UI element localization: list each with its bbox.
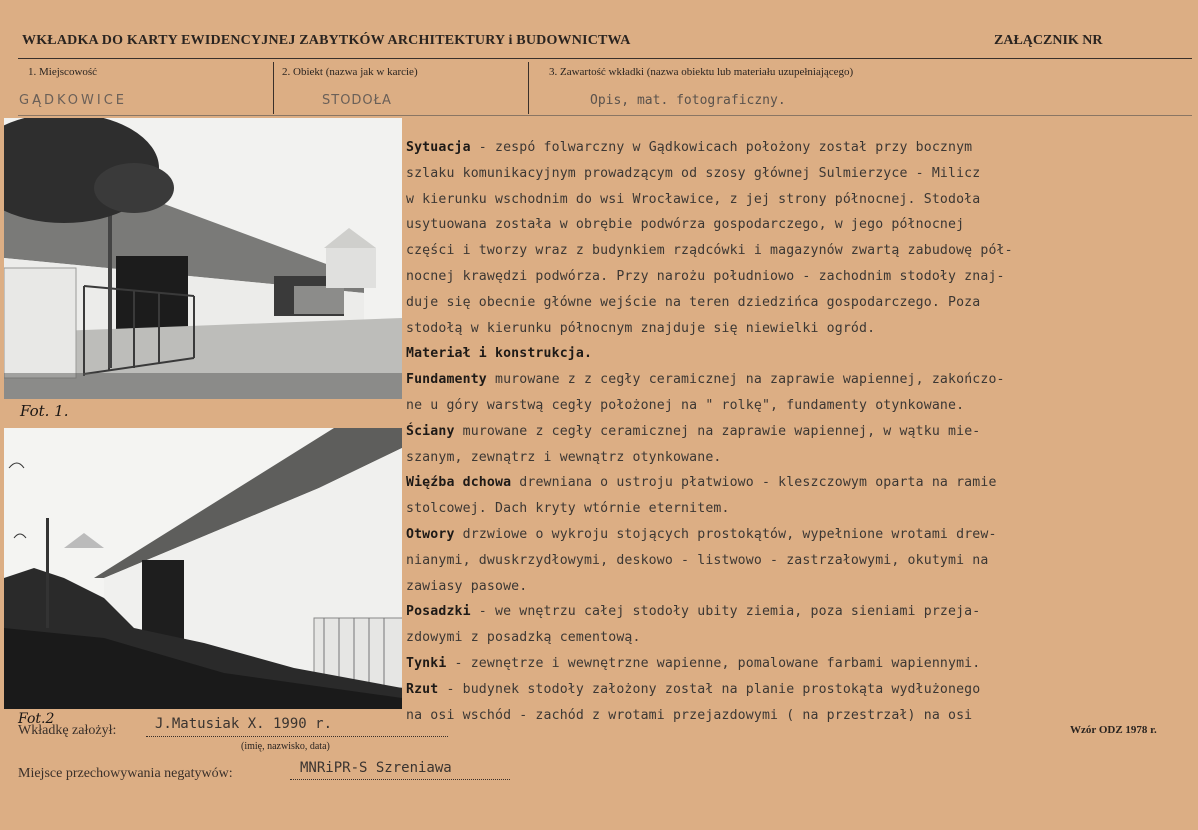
description-segment: części i tworzy wraz z budynkiem rządcówki i magazynów zwartą zabudowę pół- [406, 243, 1013, 259]
description-line [406, 496, 1176, 522]
description-line [406, 522, 1176, 548]
description-line [406, 212, 1176, 238]
object-value: STODOŁA [322, 93, 392, 108]
header-rule [18, 58, 1192, 59]
description-segment: nocnej krawędzi podwórza. Przy narożu południowo - zachodnim stodoły znaj- [406, 268, 1005, 284]
description-segment: duje się obecnie główne wejście na teren dziedzińca gospodarczego. Poza [406, 294, 981, 310]
photo-2-caption: Fot.2 [18, 711, 55, 727]
description-line [406, 316, 1176, 342]
description-heading: Fundamenty [406, 372, 487, 388]
description-segment: usytuowana została w obrębie podwórza gospodarczego, w jego północnej [406, 217, 965, 233]
description-segment: - zespó folwarczny w Gądkowicach położony został przy bocznym [470, 140, 973, 155]
description-line [406, 135, 1176, 161]
locality-value: GĄDKOWICE [19, 93, 128, 108]
description-segment: drzwiowe o wykroju stojących prostokątów, wypełnione wrotami drew- [454, 526, 997, 542]
description-segment: drewniana o ustroju płatwiowo - kleszczowym oparta na ramie [511, 475, 997, 491]
negatives-value: MNRiPR-S Szreniawa [300, 760, 452, 776]
description-segment: stolcowej. Dach kryty wtórnie eternitem. [406, 501, 730, 517]
description-line [406, 187, 1176, 213]
description-segment: - zewnętrze i wewnętrzne wapienne, pomalowane farbami wapiennymi. [446, 655, 981, 671]
author-label: Wkładkę założył: [18, 723, 117, 738]
description-segment: murowane z cegły ceramicznej na zaprawie wapiennej, w wątku mie- [454, 423, 981, 439]
description-line [406, 548, 1176, 574]
negatives-underline [290, 778, 510, 780]
description-line [406, 445, 1176, 471]
locality-label: 1. Miejscowość [28, 66, 98, 78]
form-reference: Wzór ODZ 1978 r. [1070, 724, 1157, 736]
description-segment: ne u góry warstwą cegły położonej na " rolkę", fundamenty otynkowane. [406, 397, 965, 413]
description-segment: w kierunku wschodnim do wsi Wrocławice, z jej strony północnej. Stodoła [406, 191, 981, 207]
description-line [406, 238, 1176, 264]
description-segment: zdowymi z posadzką cementową. [406, 630, 641, 646]
description-segment: na osi wschód - zachód z wrotami przejazdowymi ( na przestrzał) na osi [406, 707, 973, 723]
description-segment: stodołą w kierunku północnym znajduje się niewielki ogród. [406, 320, 876, 336]
description-line [406, 470, 1176, 496]
negatives-label: Miejsce przechowywania negatywów: [18, 766, 233, 781]
description-line [406, 703, 1176, 729]
photo-2 [4, 428, 402, 709]
description-segment: murowane z z cegły ceramicznej na zaprawie wapiennej, zakończo- [486, 372, 1005, 388]
description-line [406, 574, 1176, 600]
description-line [406, 367, 1176, 393]
field-row-rule [18, 115, 1192, 116]
description-heading: Sytuacja [406, 140, 471, 155]
field-divider-2 [528, 62, 529, 114]
description-line [406, 677, 1176, 703]
barn-side-photo [4, 428, 402, 709]
attachment-number-label: ZAŁĄCZNIK NR [994, 33, 1103, 48]
author-hint: (imię, nazwisko, data) [241, 741, 330, 752]
author-value: J.Matusiak X. 1990 r. [155, 716, 333, 732]
description-segment: - budynek stodoły założony został na planie prostokąta wydłużonego [438, 681, 981, 697]
description-heading: Tynki [406, 655, 447, 671]
description-line [406, 651, 1176, 677]
photo-1 [4, 118, 402, 399]
content-label: 3. Zawartość wkładki (nazwa obiektu lub materiału uzupełniającego) [549, 66, 854, 78]
description-heading: Więźba dchowa [406, 475, 512, 491]
description-segment: - we wnętrzu całej stodoły ubity ziemia, poza sieniami przeja- [470, 604, 981, 620]
description-segment: nianymi, dwuskrzydłowymi, deskowo - listwowo - zastrzałowymi, okutymi na [406, 552, 989, 568]
description-heading: Materiał i konstrukcja. [406, 346, 593, 362]
description-line [406, 599, 1176, 625]
description-line [406, 419, 1176, 445]
description-heading: Rzut [406, 681, 439, 697]
field-divider-1 [273, 62, 274, 114]
description-line [406, 161, 1176, 187]
description-heading: Posadzki [406, 604, 471, 620]
description-heading: Otwory [406, 526, 455, 542]
description-text [406, 135, 1176, 728]
content-value: Opis, mat. fotograficzny. [590, 93, 786, 108]
form-title: WKŁADKA DO KARTY EWIDENCYJNEJ ZABYTKÓW ARCHITEKTURY i BUDOWNICTWA [22, 33, 631, 48]
description-line [406, 341, 1176, 367]
description-segment: szanym, zewnątrz i wewnątrz otynkowane. [406, 449, 722, 465]
description-line [406, 264, 1176, 290]
barn-courtyard-photo [4, 118, 402, 399]
object-label: 2. Obiekt (nazwa jak w karcie) [282, 66, 418, 78]
description-line [406, 290, 1176, 316]
description-segment: zawiasy pasowe. [406, 578, 528, 594]
author-underline [146, 735, 448, 737]
description-heading: Ściany [406, 423, 455, 439]
description-line [406, 393, 1176, 419]
description-line [406, 625, 1176, 651]
photo-1-caption: Fot. 1. [20, 402, 69, 420]
description-segment: szlaku komunikacyjnym prowadzącym od szosy głównej Sulmierzyce - Milicz [406, 165, 981, 181]
